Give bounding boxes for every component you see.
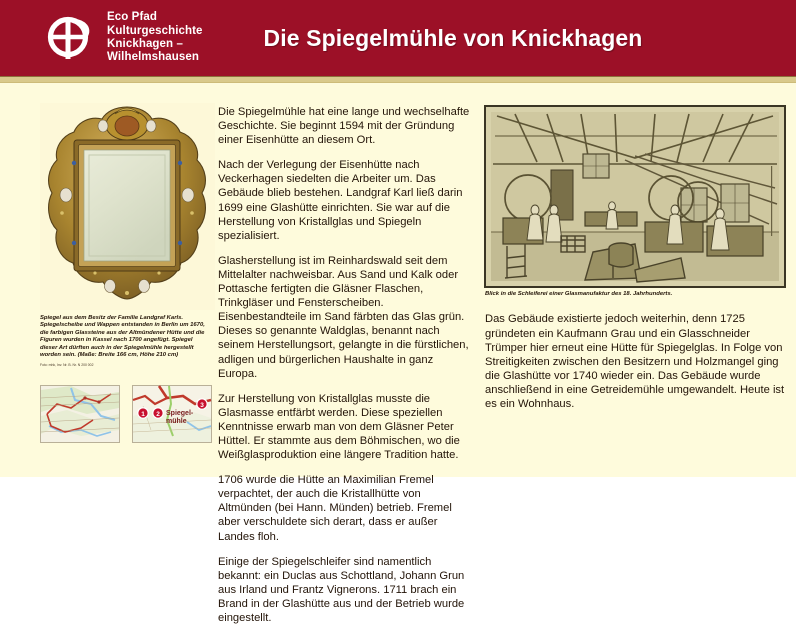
panel-header <box>0 0 796 76</box>
eco-pfad-circle-emblem-icon <box>44 12 96 64</box>
baroque-mirror-photo <box>40 103 215 310</box>
svg-text:Spiegel-: Spiegel- <box>166 410 194 417</box>
logo-line-2: Kulturgeschichte <box>107 24 203 37</box>
svg-text:mühle: mühle <box>166 418 187 425</box>
glass-workshop-engraving <box>485 106 785 287</box>
left-column <box>40 103 215 368</box>
overview-map-thumbnail[interactable] <box>40 385 120 443</box>
header-divider <box>0 76 796 83</box>
paragraph: Glasherstellung ist im Reinhardswald seit dem Mittelalter nachweisbar. Aus Sand und Kalk oder Pottasche fertigten die Gläsner Flaschen, Trinkgläser und Fensterscheiben. Eisenbestandteile im Sand färbten das Glas grün. Dieses so genannte Waldglas, benannt nach seinem Herstellungsort, gelangte in die fürstlichen, adligen und bürgerlichen Haushalte in ganz Europa. <box>218 254 469 380</box>
page-title: Die Spiegelmühle von Knickhagen <box>263 24 643 51</box>
mirror-credit: Foto: mhk, Inv. Nr. B. Nr. N 200 002 <box>40 363 94 368</box>
middle-column <box>218 105 474 625</box>
logo-line-4: Wilhelmshausen <box>107 51 200 64</box>
map-thumbnails <box>40 385 212 443</box>
logo-line-3: Knickhagen – <box>107 38 183 50</box>
svg-text:2: 2 <box>156 411 160 418</box>
logo-line-1: Eco Pfad <box>107 11 158 24</box>
paragraph: Zur Herstellung von Kristallglas musste die Glasmasse entfärbt werden. Diese speziellen Kenntnisse erwarb man von dem Gläsner Peter Hüttel. Er stammte aus dem Böhmischen, wo die Weißglasproduktion eine längere Tradition hatte. <box>218 392 460 462</box>
mirror-caption <box>40 315 208 368</box>
right-body-text <box>485 312 785 411</box>
mirror-caption-text: Spiegel aus dem Besitz der Familie Landgraf Karls. Spiegelscheibe und Wappen entstanden in Berlin um 1670, die farbigen Glassteine aus der Altmündener Hütte und die Figuren wurden in Kassel nach 1700 angefügt. Spiegel dieser Art dürften auch in der Spiegelmühle hergestellt worden sein. (Maße: Breite 166 cm, Höhe 210 cm) <box>40 315 205 359</box>
mirror-figure <box>40 103 215 368</box>
detail-map-thumbnail[interactable] <box>132 385 212 443</box>
engraving-caption: Blick in die Schleiferei einer Glasmanufaktur des 18. Jahrhunderts. <box>485 291 673 297</box>
logo-block <box>44 11 203 65</box>
right-column <box>485 106 785 411</box>
paragraph: Die Spiegelmühle hat eine lange und wechselhafte Geschichte. Sie beginnt 1594 mit der Gründung einer Eisenhütte an diesem Ort. <box>218 106 470 147</box>
engraving-figure <box>485 106 785 298</box>
paragraph: Nach der Verlegung der Eisenhütte nach Veckerhagen siedelten die Arbeiter um. Das Gebäude blieb bestehen. Landgraf Karl ließ darin 1699 eine Glashütte einrichten. Sie war auf die Herstellung von Kristallglas und Spiegeln spezialisiert. <box>218 159 463 242</box>
paragraph: Einige der Spiegelschleifer sind namentlich bekannt: ein Duclas aus Schottland, Johann Grun aus Irland und Frantz Vignerons. 1711 brach ein Brand in der Glashütte aus und der Betrieb wurde eingestellt. <box>218 555 465 624</box>
paragraph: Das Gebäude existierte jedoch weiterhin, denn 1725 gründeten ein Kaufmann Grau und ein Glasschneider Trümper hier erneut eine Hütte für Spiegelglas. In Folge von Streitigkeiten zwischen den Besitzern und Holzmangel ging die Glashütte vor 1740 wieder ein. Das Gebäude wurde anschließend in eine Getreidemühle umgewandelt. Heute ist es ein Wohnhaus. <box>485 313 785 410</box>
svg-text:1: 1 <box>141 411 145 418</box>
logo-text <box>107 11 203 65</box>
paragraph: 1706 wurde die Hütte an Maximilian Fremel verpachtet, der auch die Kristallhütte von Altmünden (bei Hann. Münden) betrieb. Fremel aber verschuldete sich derart, dass er außer Landes floh. <box>218 474 452 543</box>
svg-text:3: 3 <box>200 402 204 409</box>
